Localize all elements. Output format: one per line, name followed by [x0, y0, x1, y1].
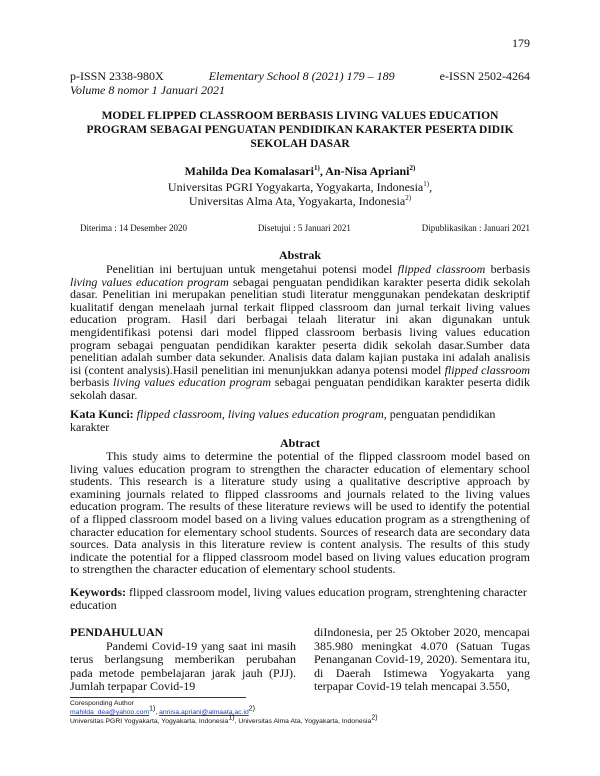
date-accepted: Disetujui : 5 Januari 2021 [257, 223, 351, 233]
footnote-affil-separator: , [234, 718, 239, 725]
author-1: Mahilda Dea Komalasari [184, 164, 314, 178]
affiliation-1-mark: 1) [423, 180, 430, 188]
abstrak-heading: Abstrak [278, 248, 321, 262]
title-line-2: PROGRAM SEBAGAI PENGUATAN PENDIDIKAN KARAKTER PESERTA DIDIK [86, 124, 514, 136]
abstrak-italic-3: flipped classroom [444, 362, 530, 377]
intro-left-column [70, 626, 296, 694]
journal-header [70, 69, 530, 84]
affiliation-1: Universitas PGRI Yogyakarta, Yogyakarta, Indonesia$^{1)}$, [167, 180, 433, 194]
footnote-affil-1: Universitas PGRI Yogyakarta, Yogyakarta, Indonesia [70, 718, 229, 725]
title-line-3: SEKOLAH DASAR [250, 138, 350, 150]
abstract-heading: Abtract [280, 436, 320, 450]
p-issn: p-ISSN 2338-980X [70, 69, 164, 83]
email-1-mark: 1) [149, 705, 156, 713]
author-list [70, 164, 530, 179]
page-number: 179 [512, 36, 530, 50]
email-separator: , [155, 709, 160, 716]
e-issn: e-ISSN 2502-4264 [439, 69, 530, 83]
footnote-label: Coresponding Author [70, 700, 134, 707]
author-1-mark: 1) [313, 164, 320, 172]
footnote-affil-2-mark: 2) [371, 714, 378, 722]
email-link-2[interactable]: annisa.apriani@almaata.ac.id [159, 709, 249, 716]
abstrak-italic-2: living values education program [70, 274, 229, 289]
affiliation-2 [70, 194, 530, 209]
intro-heading: PENDAHULUAN [70, 625, 164, 639]
abstrak-body [70, 263, 530, 402]
keywords [70, 586, 530, 611]
date-published: Dipublikasikan : Januari 2021 [421, 223, 530, 233]
kata-kunci-label: Kata Kunci: [70, 407, 134, 421]
intro-right-column: diIndonesia, per 25 Oktober 2020, mencapai 385.980 meningkat 4.070 (Satuan Tugas Penanganan Covid-19, 2020). Sementara itu, di Daerah Istimewa Yogyakarta yang terpapar Covid-19 telah mencapai 3.550, [314, 625, 530, 693]
author-separator: , [319, 164, 326, 178]
affiliation-2-text: Universitas Alma Ata, Yogyakarta, Indonesia [188, 194, 406, 208]
kata-kunci-italic: flipped classroom, living values education program [133, 407, 384, 421]
abstrak-italic-4: living values education program [113, 375, 272, 390]
email-link-1[interactable]: mahilda_dea@yahoo.com [70, 709, 150, 716]
author-2: An-Nisa Apriani [325, 164, 410, 178]
kata-kunci-rest: , penguatan pendidikan karakter [70, 407, 496, 434]
footnote-affil-1-mark: 1) [228, 714, 235, 722]
footnote-affil-2: Universitas Alma Ata, Yogyakarta, Indonesia [238, 718, 372, 725]
abstract-body: This study aims to determine the potential of the flipped classroom model based on living values education program to strengthen the character education of elementary school students. This research is a literature study using a qualitative descriptive approach by examining journals related to flipped classrooms and journals related to the living values education program. The results of these literature reviews will be used to identify the potential of a flipped classroom model based on a living values education program as a strengthening of character education for elementary school students. Sources of research data are secondary data sources. Data analysis in this literature review is content analysis. The results of this study indicate the potential for a flipped classroom model based on living values education program to strengthen the character education of elementary school students. [70, 449, 530, 577]
abstrak-text-5: sebagai penguatan pendidikan karakter peserta didik sekolah dasar. [70, 375, 530, 402]
abstrak-text-3: sebagai penguatan pendidikan karakter peserta didik sekolah dasar. Penelitian ini merupakan penelitian studi literatur menggunakan pendekatan deskriptif kualitatif dengan menelaah jurnal terkait flipped classroom dan jurnal terkait living values education program. Hasil dari berbagai telaah literatur ini akan digunakan untuk mengidentifikasi potensi dari model flipped classroom berbasis living values education program sebagai penguatan pendidikan karakter peserta didik sekolah dasar.Sumber data penelitian adalah sumber data sekunder. Analisis data dalam kajian pustaka ini adalah analisis isi (content analysis).Hasil penelitian ini menunjukkan adanya potensi model [70, 274, 530, 377]
abstrak-italic-1: flipped classroom [397, 262, 486, 276]
affiliation-2-mark: 2) [405, 194, 412, 202]
volume-info: Volume 8 nomor 1 Januari 2021 [70, 83, 225, 97]
keywords-text: flipped classroom model, living values education program, strenghtening character education [70, 585, 527, 612]
footnote-divider [70, 697, 246, 698]
footnote-emails [70, 705, 530, 718]
kata-kunci [70, 408, 530, 433]
date-received: Diterima : 14 Desember 2020 [80, 223, 187, 233]
author-2-mark: 2) [409, 164, 416, 172]
keywords-label: Keywords: [70, 585, 126, 599]
email-2-mark: 2) [248, 705, 255, 713]
title-line-1: MODEL FLIPPED CLASSROOM BERBASIS LIVING VALUES EDUCATION [101, 110, 499, 122]
abstrak-text-2: berbasis [485, 262, 530, 276]
abstrak-text-4: berbasis [70, 375, 114, 390]
paper-title [70, 109, 530, 151]
journal-citation: Elementary School 8 (2021) 179 – 189 [208, 69, 395, 83]
footnote-affiliations [70, 714, 530, 727]
submission-dates [80, 223, 530, 233]
abstrak-text-1: Penelitian ini bertujuan untuk mengetahui potensi model [106, 262, 398, 276]
affiliation-1-text: Universitas PGRI Yogyakarta, Yogyakarta, Indonesia [167, 180, 424, 194]
intro-left-text: Pandemi Covid-19 yang saat ini masih terus berlangsung memberikan perubahan pada metode pembelajaran jarak jauh (PJJ). Jumlah terpapar Covid-19 [70, 638, 296, 693]
